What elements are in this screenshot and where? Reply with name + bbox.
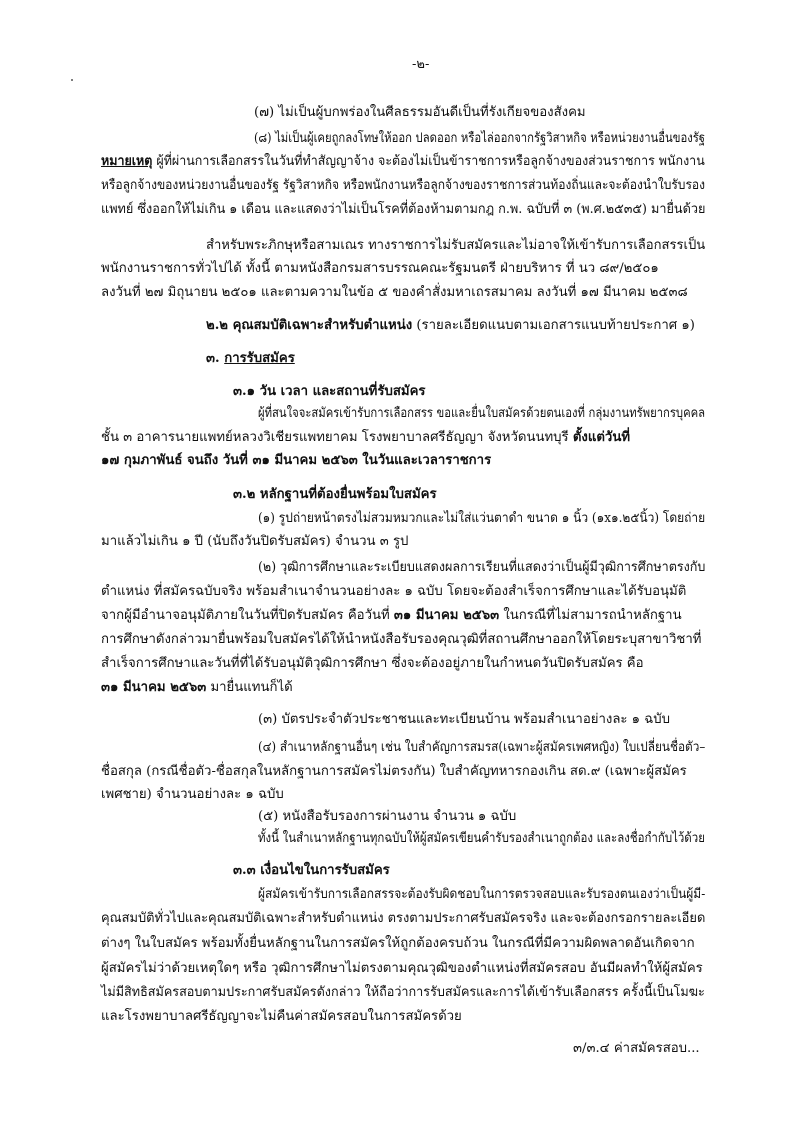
section-3-1-line-2: [101, 429, 630, 447]
closing-date-2: ๓๑ มีนาคม ๒๕๖๓: [101, 680, 207, 695]
document-item-2-line-6: [101, 679, 293, 697]
section-3-1-date-start: ตั้งแต่วันที่: [572, 430, 631, 445]
document-item-1-line-2: มาแล้วไม่เกิน ๑ ปี (นับถึงวันปิดรับสมัคร) จำนวน ๓ รูป: [101, 534, 409, 549]
section-3-1-line-1: ผู้ที่สนใจจะสมัครเข้ารับการเลือกสรร ขอและยื่นใบสมัครด้วยตนเองที่ กลุ่มงานทรัพยากรบุคคล: [258, 406, 706, 421]
section-3-number: ๓.: [206, 351, 220, 366]
monk-line-1: สำหรับพระภิกษุหรือสามเณร ทางราชการไม่รับสมัครและไม่อาจให้เข้ารับการเลือกสรรเป็น: [206, 238, 706, 253]
note-line-1: [101, 153, 705, 171]
document-item-5: (๕) หนังสือรับรองการผ่านงาน จำนวน ๑ ฉบับ: [258, 809, 517, 824]
section-3-3-line-6: และโรงพยาบาลศรีธัญญาจะไม่คืนค่าสมัครสอบในการสมัครด้วย: [101, 1009, 462, 1024]
section-3-1-line-3: ๑๗ กุมภาพันธ์ จนถึง วันที่ ๓๑ มีนาคม ๒๕๖๓ ในวันและเวลาราชการ: [101, 453, 492, 468]
section-3-1-heading: ๓.๑ วัน เวลา และสถานที่รับสมัคร: [233, 384, 426, 399]
monk-line-2: พนักงานราชการทั่วไปได้ ทั้งนี้ ตามหนังสือกรมสารบรรณคณะรัฐมนตรี ฝ่ายบริหาร ที่ นว ๘๙/๒๕๐๑: [101, 261, 659, 276]
section-3-3-line-3: ต่างๆ ในใบสมัคร พร้อมทั้งยื่นหลักฐานในการสมัครให้ถูกต้องครบถ้วน ในกรณีที่มีความผิดพลาดอันเกิดจาก: [101, 936, 695, 951]
document-item-2-text-cont: ในกรณีที่ไม่สามารถนำหลักฐาน: [499, 608, 682, 623]
section-3-3-line-1: ผู้สมัครเข้ารับการเลือกสรรจะต้องรับผิดชอบในการตรวจสอบและรับรองตนเองว่าเป็นผู้มี-: [258, 887, 706, 902]
note-label: หมายเหตุ: [101, 154, 153, 169]
document-item-2-line-2: ตำแหน่ง ที่สมัครฉบับจริง พร้อมสำเนาจำนวนอย่างละ ๑ ฉบับ โดยจะต้องสำเร็จการศึกษาและได้รับอนุมัติ: [101, 584, 687, 599]
qualification-item-8: (๘) ไม่เป็นผู้เคยถูกลงโทษให้ออก ปลดออก หรือไล่ออกจากรัฐวิสาหกิจ หรือหน่วยงานอื่นของรัฐ: [254, 131, 706, 146]
document-item-1-line-1: (๑) รูปถ่ายหน้าตรงไม่สวมหมวกและไม่ใส่แว่นตาดำ ขนาด ๑ นิ้ว (๑x๑.๒๕นิ้ว) โดยถ่าย: [258, 511, 706, 526]
note-line-2: หรือลูกจ้างของหน่วยงานอื่นของรัฐ รัฐวิสาหกิจ หรือพนักงานหรือลูกจ้างของราชการส่วนท้องถิ่นและจะต้องนำใบรับรอง: [101, 178, 706, 193]
continuation-note: ๓/๓.๔ ค่าสมัครสอบ...: [573, 1041, 700, 1056]
section-3-3-heading: ๓.๓ เงื่อนไขในการรับสมัคร: [233, 863, 390, 878]
closing-date-1: ๓๑ มีนาคม ๒๕๖๓: [393, 608, 500, 623]
document-item-2-tail: มายื่นแทนก็ได้: [206, 680, 293, 695]
document-item-2-line-1: (๒) วุฒิการศึกษาและระเบียบแสดงผลการเรียนที่แสดงว่าเป็นผู้มีวุฒิการศึกษาตรงกับ: [258, 560, 706, 575]
scan-speck: [71, 79, 73, 81]
section-2-2-detail: (รายละเอียดแนบตามเอกสารแนบท้ายประกาศ ๑): [412, 318, 695, 333]
monk-line-3: ลงวันที่ ๒๗ มิถุนายน ๒๕๐๑ และตามความในข้อ ๕ ของคำสั่งมหาเถรสมาคม ลงวันที่ ๑๗ มีนาคม ๒๕๓๘: [101, 285, 688, 300]
document-item-4-line-2: ชื่อสกุล (กรณีชื่อตัว-ชื่อสกุลในหลักฐานการสมัครไม่ตรงกัน) ใบสำคัญทหารกองเกิน สด.๙ (เฉพาะผู้สมัคร: [101, 764, 687, 779]
section-3-3-line-5: ไม่มีสิทธิสมัครสอบตามประกาศรับสมัครดังกล่าว ให้ถือว่าการรับสมัครและการได้เข้ารับเลือกสรร ครั้งนี้เป็นโมฆะ: [101, 985, 705, 1000]
section-3-3-line-2: คุณสมบัติทั่วไปและคุณสมบัติเฉพาะสำหรับตำแหน่ง ตรงตามประกาศรับสมัครจริง และจะต้องกรอกรายละเอียด: [101, 911, 706, 926]
section-2-2-heading: ๒.๒ คุณสมบัติเฉพาะสำหรับตำแหน่ง: [206, 318, 413, 333]
document-item-3: (๓) บัตรประจำตัวประชาชนและทะเบียนบ้าน พร้อมสำเนาอย่างละ ๑ ฉบับ: [258, 712, 670, 727]
section-3-heading: [206, 350, 295, 368]
qualification-item-7: (๗) ไม่เป็นผู้บกพร่องในศีลธรรมอันดีเป็นที่รังเกียจของสังคม: [254, 105, 586, 120]
section-3-2-closing: ทั้งนี้ ในสำเนาหลักฐานทุกฉบับให้ผู้สมัครเขียนคำรับรองสำเนาถูกต้อง และลงชื่อกำกับไว้ด้วย: [258, 831, 705, 846]
document-item-2-line-3: [101, 607, 682, 625]
section-2-2: [206, 317, 695, 335]
note-line-3: แพทย์ ซึ่งออกให้ไม่เกิน ๑ เดือน และแสดงว่าไม่เป็นโรคที่ต้องห้ามตามกฎ ก.พ. ฉบับที่ ๓ (พ.ศ.๒๕๓๕) มายื่นด้วย: [101, 202, 706, 217]
page-number: -๒-: [412, 57, 430, 72]
document-item-2-line-4: การศึกษาดังกล่าวมายื่นพร้อมใบสมัครได้ให้นำหนังสือรับรองคุณวุฒิที่สถานศึกษาออกให้โดยระบุสาขาวิชาที่: [101, 632, 702, 647]
document-item-4-line-3: เพศชาย) จำนวนอย่างละ ๑ ฉบับ: [101, 787, 284, 802]
section-3-title: การรับสมัคร: [224, 351, 295, 366]
document-item-4-line-1: (๔) สำเนาหลักฐานอื่นๆ เช่น ใบสำคัญการสมรส(เฉพาะผู้สมัครเพศหญิง) ใบเปลี่ยนชื่อตัว–: [258, 740, 706, 755]
section-3-1-location: ชั้น ๓ อาคารนายแพทย์หลวงวิเชียรแพทยาคม โรงพยาบาลศรีธัญญา จังหวัดนนทบุรี: [101, 430, 573, 445]
section-3-3-line-4: ผู้สมัครไม่ว่าด้วยเหตุใดๆ หรือ วุฒิการศึกษาไม่ตรงตามคุณวุฒิของตำแหน่งที่สมัครสอบ อันมีผลทำให้ผู้สมัคร: [101, 961, 703, 976]
section-3-2-heading: ๓.๒ หลักฐานที่ต้องยื่นพร้อมใบสมัคร: [233, 487, 437, 502]
note-text-1: ผู้ที่ผ่านการเลือกสรรในวันที่ทำสัญญาจ้าง จะต้องไม่เป็นข้าราชการหรือลูกจ้างของส่วนราชการ พนักงาน: [156, 154, 705, 169]
document-item-2-text: จากผู้มีอำนาจอนุมัติภายในวันที่ปิดรับสมัคร คือวันที่: [101, 608, 394, 623]
document-item-2-line-5: สำเร็จการศึกษาและวันที่ที่ได้รับอนุมัติวุฒิการศึกษา ซึ่งจะต้องอยู่ภายในกำหนดวันปิดรับสมัคร คือ: [101, 656, 644, 671]
